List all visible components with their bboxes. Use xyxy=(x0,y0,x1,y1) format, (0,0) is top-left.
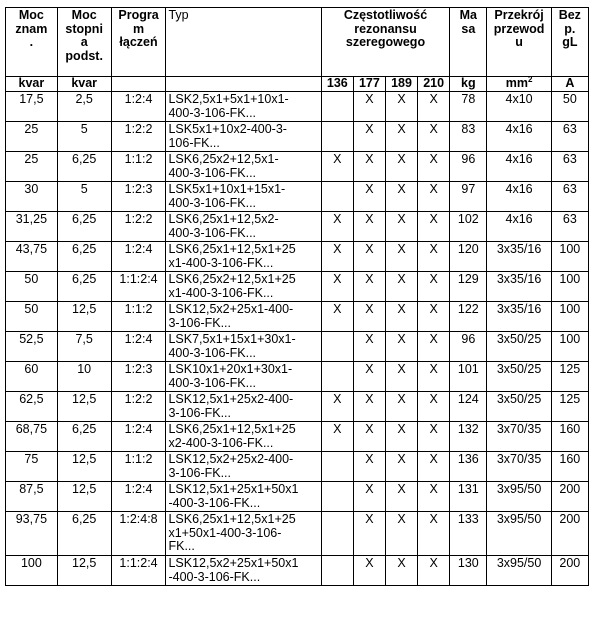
cell-freq-189: X xyxy=(385,182,417,212)
cell-moc-stopnia: 6,25 xyxy=(57,272,111,302)
cell-freq-189: X xyxy=(385,362,417,392)
cell-freq-177: X xyxy=(353,482,385,512)
cell-bezpiecznik: 100 xyxy=(551,332,588,362)
cell-program: 1:2:2 xyxy=(111,122,166,152)
cell-freq-210: X xyxy=(418,242,450,272)
table-row xyxy=(6,482,589,512)
cell-przekroj: 3x50/25 xyxy=(487,392,551,422)
cell-program: 1:1:2 xyxy=(111,152,166,182)
table-row xyxy=(6,452,589,482)
cell-program: 1:2:2 xyxy=(111,212,166,242)
cell-bezpiecznik: 160 xyxy=(551,422,588,452)
cell-program: 1:2:4 xyxy=(111,332,166,362)
cell-masa: 122 xyxy=(450,302,487,332)
cell-moc: 87,5 xyxy=(6,482,58,512)
cell-typ: LSK6,25x1+12,5x1+25 x2-400-3-106-FK... xyxy=(166,422,321,452)
table-row xyxy=(6,556,589,586)
cell-moc: 50 xyxy=(6,272,58,302)
table-body xyxy=(6,92,589,586)
cell-freq-136 xyxy=(321,92,353,122)
cell-moc-stopnia: 7,5 xyxy=(57,332,111,362)
cell-freq-136: X xyxy=(321,152,353,182)
cell-freq-177: X xyxy=(353,212,385,242)
unit-przekroj xyxy=(487,74,551,92)
table-row xyxy=(6,392,589,422)
cell-freq-136 xyxy=(321,512,353,556)
cell-moc: 17,5 xyxy=(6,92,58,122)
unit-moc: kvar xyxy=(6,77,58,92)
cell-typ: LSK6,25x1+12,5x1+25 x1+50x1-400-3-106- FK... xyxy=(166,512,321,556)
cell-bezpiecznik: 160 xyxy=(551,452,588,482)
cell-freq-210: X xyxy=(418,422,450,452)
cell-freq-177: X xyxy=(353,362,385,392)
cell-bezpiecznik: 63 xyxy=(551,122,588,152)
unit-przekroj-sup: 2 xyxy=(527,74,533,84)
cell-bezpiecznik: 200 xyxy=(551,512,588,556)
cell-moc: 93,75 xyxy=(6,512,58,556)
cell-freq-177: X xyxy=(353,556,385,586)
unit-freq-210: 210 xyxy=(418,77,450,92)
cell-masa: 101 xyxy=(450,362,487,392)
cell-freq-136: X xyxy=(321,422,353,452)
cell-program: 1:2:3 xyxy=(111,182,166,212)
cell-freq-136 xyxy=(321,122,353,152)
cell-moc: 62,5 xyxy=(6,392,58,422)
table-row xyxy=(6,512,589,556)
header-typ: Typ xyxy=(166,8,321,77)
cell-moc-stopnia: 12,5 xyxy=(57,392,111,422)
cell-program: 1:2:4 xyxy=(111,422,166,452)
cell-moc-stopnia: 6,25 xyxy=(57,212,111,242)
table-row xyxy=(6,152,589,182)
cell-freq-189: X xyxy=(385,556,417,586)
capacitor-spec-table xyxy=(5,7,589,586)
cell-przekroj: 3x95/50 xyxy=(487,556,551,586)
cell-masa: 131 xyxy=(450,482,487,512)
cell-freq-136: X xyxy=(321,302,353,332)
header-przekroj: Przekrój przewod u xyxy=(487,8,551,77)
cell-program: 1:2:4 xyxy=(111,482,166,512)
cell-freq-177: X xyxy=(353,92,385,122)
cell-freq-177: X xyxy=(353,512,385,556)
cell-freq-189: X xyxy=(385,152,417,182)
unit-moc-stopnia: kvar xyxy=(57,77,111,92)
cell-bezpiecznik: 100 xyxy=(551,272,588,302)
header-row xyxy=(6,8,589,77)
cell-bezpiecznik: 63 xyxy=(551,182,588,212)
cell-przekroj: 4x16 xyxy=(487,212,551,242)
cell-bezpiecznik: 63 xyxy=(551,152,588,182)
table-row xyxy=(6,422,589,452)
cell-freq-136 xyxy=(321,452,353,482)
cell-freq-210: X xyxy=(418,332,450,362)
unit-typ xyxy=(166,77,321,92)
cell-bezpiecznik: 63 xyxy=(551,212,588,242)
cell-typ: LSK12,5x2+25x2-400- 3-106-FK... xyxy=(166,452,321,482)
cell-moc: 75 xyxy=(6,452,58,482)
cell-moc-stopnia: 6,25 xyxy=(57,242,111,272)
cell-freq-136 xyxy=(321,556,353,586)
unit-freq-177: 177 xyxy=(353,77,385,92)
cell-freq-189: X xyxy=(385,122,417,152)
cell-freq-210: X xyxy=(418,556,450,586)
cell-freq-210: X xyxy=(418,392,450,422)
cell-moc-stopnia: 5 xyxy=(57,122,111,152)
cell-typ: LSK6,25x1+12,5x1+25 x1-400-3-106-FK... xyxy=(166,242,321,272)
cell-program: 1:1:2:4 xyxy=(111,556,166,586)
header-moc-znam: Moc znam . xyxy=(6,8,58,77)
cell-przekroj: 4x10 xyxy=(487,92,551,122)
cell-program: 1:2:4:8 xyxy=(111,512,166,556)
cell-freq-210: X xyxy=(418,482,450,512)
cell-moc: 50 xyxy=(6,302,58,332)
cell-freq-136 xyxy=(321,182,353,212)
cell-freq-189: X xyxy=(385,272,417,302)
cell-przekroj: 3x70/35 xyxy=(487,422,551,452)
cell-typ: LSK6,25x1+12,5x2- 400-3-106-FK... xyxy=(166,212,321,242)
cell-freq-210: X xyxy=(418,122,450,152)
cell-freq-189: X xyxy=(385,512,417,556)
cell-freq-210: X xyxy=(418,92,450,122)
cell-freq-177: X xyxy=(353,182,385,212)
unit-przekroj-text: mm xyxy=(505,76,528,90)
cell-przekroj: 3x35/16 xyxy=(487,272,551,302)
cell-freq-136 xyxy=(321,362,353,392)
cell-freq-210: X xyxy=(418,212,450,242)
cell-freq-136: X xyxy=(321,272,353,302)
cell-freq-136 xyxy=(321,332,353,362)
table-row xyxy=(6,242,589,272)
cell-program: 1:1:2 xyxy=(111,302,166,332)
header-masa: Ma sa xyxy=(450,8,487,77)
cell-moc-stopnia: 12,5 xyxy=(57,452,111,482)
cell-freq-177: X xyxy=(353,152,385,182)
cell-freq-189: X xyxy=(385,482,417,512)
cell-freq-177: X xyxy=(353,122,385,152)
cell-program: 1:1:2 xyxy=(111,452,166,482)
cell-przekroj: 3x50/25 xyxy=(487,362,551,392)
cell-masa: 78 xyxy=(450,92,487,122)
cell-przekroj: 3x50/25 xyxy=(487,332,551,362)
cell-freq-189: X xyxy=(385,302,417,332)
cell-przekroj: 3x95/50 xyxy=(487,482,551,512)
cell-freq-210: X xyxy=(418,152,450,182)
cell-freq-177: X xyxy=(353,392,385,422)
unit-masa: kg xyxy=(450,77,487,92)
cell-masa: 97 xyxy=(450,182,487,212)
table-row xyxy=(6,182,589,212)
cell-przekroj: 3x35/16 xyxy=(487,302,551,332)
cell-przekroj: 3x35/16 xyxy=(487,242,551,272)
cell-masa: 136 xyxy=(450,452,487,482)
cell-masa: 133 xyxy=(450,512,487,556)
cell-bezpiecznik: 50 xyxy=(551,92,588,122)
cell-typ: LSK2,5x1+5x1+10x1- 400-3-106-FK... xyxy=(166,92,321,122)
cell-freq-210: X xyxy=(418,362,450,392)
table-row xyxy=(6,92,589,122)
cell-masa: 96 xyxy=(450,332,487,362)
cell-przekroj: 4x16 xyxy=(487,152,551,182)
cell-freq-189: X xyxy=(385,422,417,452)
cell-masa: 120 xyxy=(450,242,487,272)
table-row xyxy=(6,362,589,392)
cell-freq-177: X xyxy=(353,422,385,452)
cell-moc: 68,75 xyxy=(6,422,58,452)
cell-moc-stopnia: 12,5 xyxy=(57,556,111,586)
cell-masa: 124 xyxy=(450,392,487,422)
cell-moc: 60 xyxy=(6,362,58,392)
cell-freq-189: X xyxy=(385,452,417,482)
cell-moc: 100 xyxy=(6,556,58,586)
cell-moc-stopnia: 10 xyxy=(57,362,111,392)
cell-freq-210: X xyxy=(418,512,450,556)
unit-freq-136: 136 xyxy=(321,77,353,92)
table-row xyxy=(6,332,589,362)
cell-typ: LSK10x1+20x1+30x1- 400-3-106-FK... xyxy=(166,362,321,392)
cell-freq-177: X xyxy=(353,242,385,272)
cell-program: 1:2:4 xyxy=(111,92,166,122)
cell-freq-136: X xyxy=(321,242,353,272)
cell-freq-177: X xyxy=(353,272,385,302)
cell-typ: LSK12,5x2+25x1-400- 3-106-FK... xyxy=(166,302,321,332)
cell-typ: LSK6,25x2+12,5x1- 400-3-106-FK... xyxy=(166,152,321,182)
cell-freq-189: X xyxy=(385,92,417,122)
cell-moc: 30 xyxy=(6,182,58,212)
cell-moc: 52,5 xyxy=(6,332,58,362)
header-moc-stopnia: Moc stopni a podst. xyxy=(57,8,111,77)
cell-bezpiecznik: 200 xyxy=(551,482,588,512)
cell-freq-189: X xyxy=(385,332,417,362)
unit-bezpiecznik: A xyxy=(551,77,588,92)
cell-moc-stopnia: 2,5 xyxy=(57,92,111,122)
cell-freq-189: X xyxy=(385,212,417,242)
cell-masa: 96 xyxy=(450,152,487,182)
table-row xyxy=(6,212,589,242)
cell-freq-210: X xyxy=(418,182,450,212)
cell-moc-stopnia: 6,25 xyxy=(57,152,111,182)
cell-przekroj: 4x16 xyxy=(487,122,551,152)
cell-freq-210: X xyxy=(418,452,450,482)
cell-bezpiecznik: 100 xyxy=(551,242,588,272)
cell-masa: 130 xyxy=(450,556,487,586)
table-row xyxy=(6,272,589,302)
cell-moc: 25 xyxy=(6,122,58,152)
cell-przekroj: 3x95/50 xyxy=(487,512,551,556)
cell-freq-210: X xyxy=(418,272,450,302)
cell-bezpiecznik: 125 xyxy=(551,362,588,392)
header-czestotliwosc: Częstotliwość rezonansu szeregowego xyxy=(321,8,449,77)
cell-typ: LSK5x1+10x2-400-3- 106-FK... xyxy=(166,122,321,152)
header-bezpiecznik: Bez p. gL xyxy=(551,8,588,77)
unit-program xyxy=(111,77,166,92)
cell-program: 1:2:3 xyxy=(111,362,166,392)
cell-freq-189: X xyxy=(385,242,417,272)
cell-moc: 25 xyxy=(6,152,58,182)
cell-moc-stopnia: 12,5 xyxy=(57,302,111,332)
cell-typ: LSK12,5x2+25x1+50x1 -400-3-106-FK... xyxy=(166,556,321,586)
cell-freq-177: X xyxy=(353,332,385,362)
cell-freq-210: X xyxy=(418,302,450,332)
cell-przekroj: 3x70/35 xyxy=(487,452,551,482)
cell-moc: 43,75 xyxy=(6,242,58,272)
cell-program: 1:1:2:4 xyxy=(111,272,166,302)
cell-freq-177: X xyxy=(353,302,385,332)
unit-freq-189: 189 xyxy=(385,77,417,92)
cell-przekroj: 4x16 xyxy=(487,182,551,212)
header-program-laczen: Progra m łączeń xyxy=(111,8,166,77)
cell-masa: 102 xyxy=(450,212,487,242)
cell-freq-136: X xyxy=(321,392,353,422)
cell-typ: LSK7,5x1+15x1+30x1- 400-3-106-FK... xyxy=(166,332,321,362)
cell-freq-136 xyxy=(321,482,353,512)
cell-bezpiecznik: 200 xyxy=(551,556,588,586)
cell-program: 1:2:4 xyxy=(111,242,166,272)
table-row xyxy=(6,302,589,332)
cell-program: 1:2:2 xyxy=(111,392,166,422)
cell-moc: 31,25 xyxy=(6,212,58,242)
cell-moc-stopnia: 12,5 xyxy=(57,482,111,512)
cell-typ: LSK6,25x2+12,5x1+25 x1-400-3-106-FK... xyxy=(166,272,321,302)
cell-typ: LSK5x1+10x1+15x1- 400-3-106-FK... xyxy=(166,182,321,212)
cell-freq-136: X xyxy=(321,212,353,242)
cell-bezpiecznik: 100 xyxy=(551,302,588,332)
table-row xyxy=(6,122,589,152)
cell-freq-177: X xyxy=(353,452,385,482)
cell-typ: LSK12,5x1+25x1+50x1 -400-3-106-FK... xyxy=(166,482,321,512)
cell-moc-stopnia: 6,25 xyxy=(57,512,111,556)
cell-masa: 132 xyxy=(450,422,487,452)
cell-masa: 83 xyxy=(450,122,487,152)
cell-typ: LSK12,5x1+25x2-400- 3-106-FK... xyxy=(166,392,321,422)
cell-moc-stopnia: 5 xyxy=(57,182,111,212)
units-row xyxy=(6,77,589,92)
cell-freq-189: X xyxy=(385,392,417,422)
cell-bezpiecznik: 125 xyxy=(551,392,588,422)
cell-masa: 129 xyxy=(450,272,487,302)
cell-moc-stopnia: 6,25 xyxy=(57,422,111,452)
